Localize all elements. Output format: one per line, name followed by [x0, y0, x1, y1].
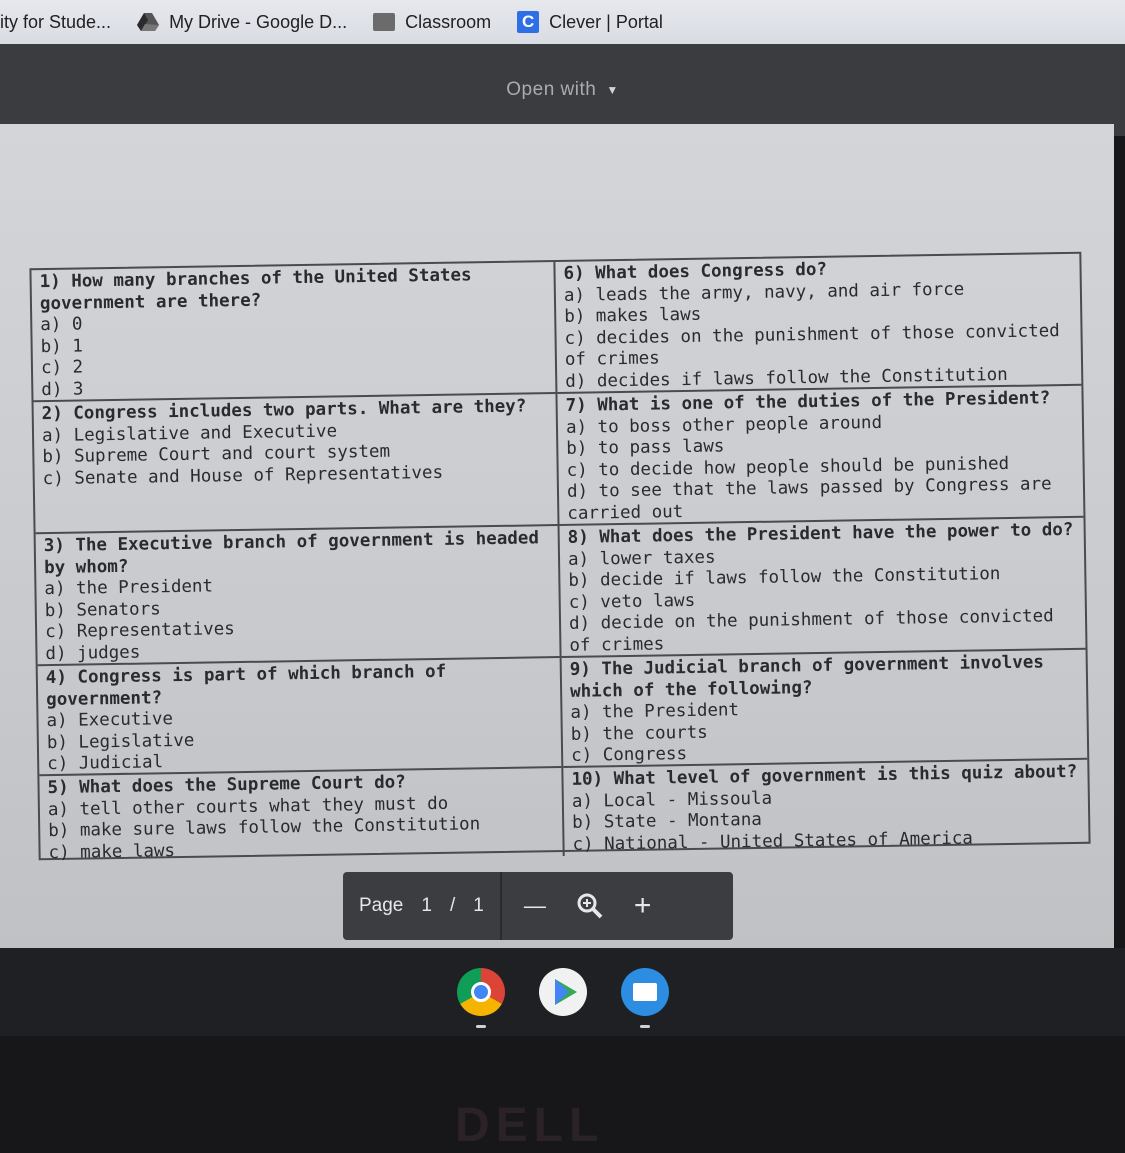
answer-option: c) to decide how people should be punished	[566, 453, 1010, 481]
answer-option: a) Legislative and Executive	[41, 420, 338, 446]
page-separator: /	[449, 895, 456, 916]
answer-option: a) Executive	[46, 709, 174, 732]
bookmark-label: My Drive - Google D...	[169, 11, 348, 32]
question-block	[39, 768, 562, 864]
question-text: 6) What does Congress do?	[563, 259, 828, 284]
answer-option: a) the President	[44, 576, 214, 600]
play-store-icon[interactable]	[539, 968, 587, 1016]
question-block	[34, 394, 558, 534]
bookmarks-bar	[0, 0, 1125, 44]
document-page	[0, 124, 1114, 948]
answer-option: b) State - Montana	[572, 809, 762, 833]
answer-option: a) to boss other people around	[565, 412, 883, 438]
answer-option: a) tell other courts what they must do	[47, 793, 449, 820]
os-shelf	[0, 948, 1125, 1036]
answer-option: a) the President	[570, 700, 740, 723]
answer-option: b) Supreme Court and court system	[42, 441, 391, 468]
bookmark-item-stude[interactable]	[0, 12, 111, 33]
question-block	[557, 386, 1083, 526]
files-icon[interactable]	[621, 968, 669, 1016]
current-page-input[interactable]: 1	[421, 895, 432, 916]
answer-option: a) 0	[40, 314, 83, 336]
answer-option: d) judges	[45, 642, 141, 664]
question-text: 1) How many branches of the United States government are there?	[39, 265, 472, 314]
answer-option: b) 1	[40, 335, 83, 357]
answer-option: b) makes laws	[564, 304, 702, 327]
total-pages: 1	[473, 895, 484, 916]
viewer-header	[0, 44, 1125, 136]
bookmark-item-classroom[interactable]	[373, 11, 491, 33]
clever-icon: C	[517, 11, 539, 33]
answer-option: c) veto laws	[568, 590, 696, 613]
question-block	[31, 262, 555, 402]
answer-option: d) to see that the laws passed by Congress are carried out	[566, 474, 1052, 524]
answer-option: c) Congress	[570, 744, 688, 766]
answer-option: d) decide on the punishment of those convicted of crimes	[568, 606, 1054, 656]
question-block	[560, 518, 1086, 658]
bookmark-item-clever[interactable]	[517, 11, 663, 33]
open-with-button[interactable]	[506, 79, 618, 101]
question-block	[562, 650, 1088, 768]
answer-option: a) lower taxes	[567, 547, 716, 570]
question-text: 4) Congress is part of which branch of government?	[45, 661, 447, 710]
answer-option: b) decide if laws follow the Constitution	[568, 564, 1001, 591]
zoom-out-button[interactable]: —	[523, 893, 546, 918]
question-block	[38, 658, 562, 776]
answer-option: b) Legislative	[46, 730, 195, 753]
answer-option: c) Judicial	[47, 752, 164, 775]
answer-option: b) the courts	[570, 722, 708, 745]
answer-option: d) decides if laws follow the Constitution	[565, 364, 1008, 392]
question-text: 3) The Executive branch of government is headed by whom?	[43, 528, 540, 578]
answer-option: a) leads the army, navy, and air force	[563, 279, 965, 306]
question-block	[555, 254, 1081, 394]
open-with-label: Open with	[506, 79, 597, 100]
answer-option: c) make laws	[48, 840, 176, 863]
answer-option: d) 3	[41, 378, 84, 400]
zoom-in-button[interactable]: +	[633, 889, 652, 922]
classroom-icon	[373, 11, 395, 33]
question-text: 2) Congress includes two parts. What are they?	[41, 396, 527, 425]
question-text: 5) What does the Supreme Court do?	[47, 772, 406, 799]
answer-option: b) Senators	[44, 598, 161, 621]
question-block	[563, 760, 1088, 856]
question-text: 7) What is one of the duties of the President?	[565, 388, 1051, 416]
bookmark-label: ity for Stude...	[0, 11, 112, 32]
chrome-icon[interactable]	[457, 968, 505, 1016]
question-text: 10) What level of government is this quiz about?	[571, 761, 1078, 790]
bookmark-label: Clever | Portal	[549, 11, 663, 32]
question-block	[36, 526, 560, 666]
answer-option: b) make sure laws follow the Constitution	[48, 814, 481, 842]
answer-option: c) decides on the punishment of those convicted of crimes	[564, 320, 1060, 370]
dell-logo: DELL	[455, 1099, 605, 1152]
answer-option: c) 2	[40, 357, 84, 379]
chevron-down-icon: ▼	[606, 83, 619, 97]
answer-option: b) to pass laws	[566, 436, 725, 459]
magnifier-icon[interactable]	[576, 892, 604, 920]
bookmark-item-google-drive[interactable]	[137, 11, 347, 33]
page-toolbar	[343, 872, 733, 940]
quiz-column-right	[555, 254, 1088, 856]
question-text: 9) The Judicial branch of government involves which of the following?	[569, 652, 1045, 702]
answer-option: c) National - United States of America	[572, 828, 974, 855]
page-indicator	[343, 872, 500, 940]
quiz-column-left	[31, 262, 564, 864]
answer-option: c) Senate and House of Representatives	[42, 462, 444, 489]
question-text: 8) What does the President have the power to do?	[567, 519, 1074, 548]
zoom-controls	[502, 872, 674, 940]
answer-option: a) Local - Missoula	[571, 788, 773, 812]
page-label: Page	[359, 895, 404, 916]
bookmark-label: Classroom	[405, 11, 492, 32]
answer-option: c) Representatives	[44, 619, 235, 643]
google-drive-icon	[137, 11, 159, 33]
quiz-table	[29, 252, 1090, 863]
